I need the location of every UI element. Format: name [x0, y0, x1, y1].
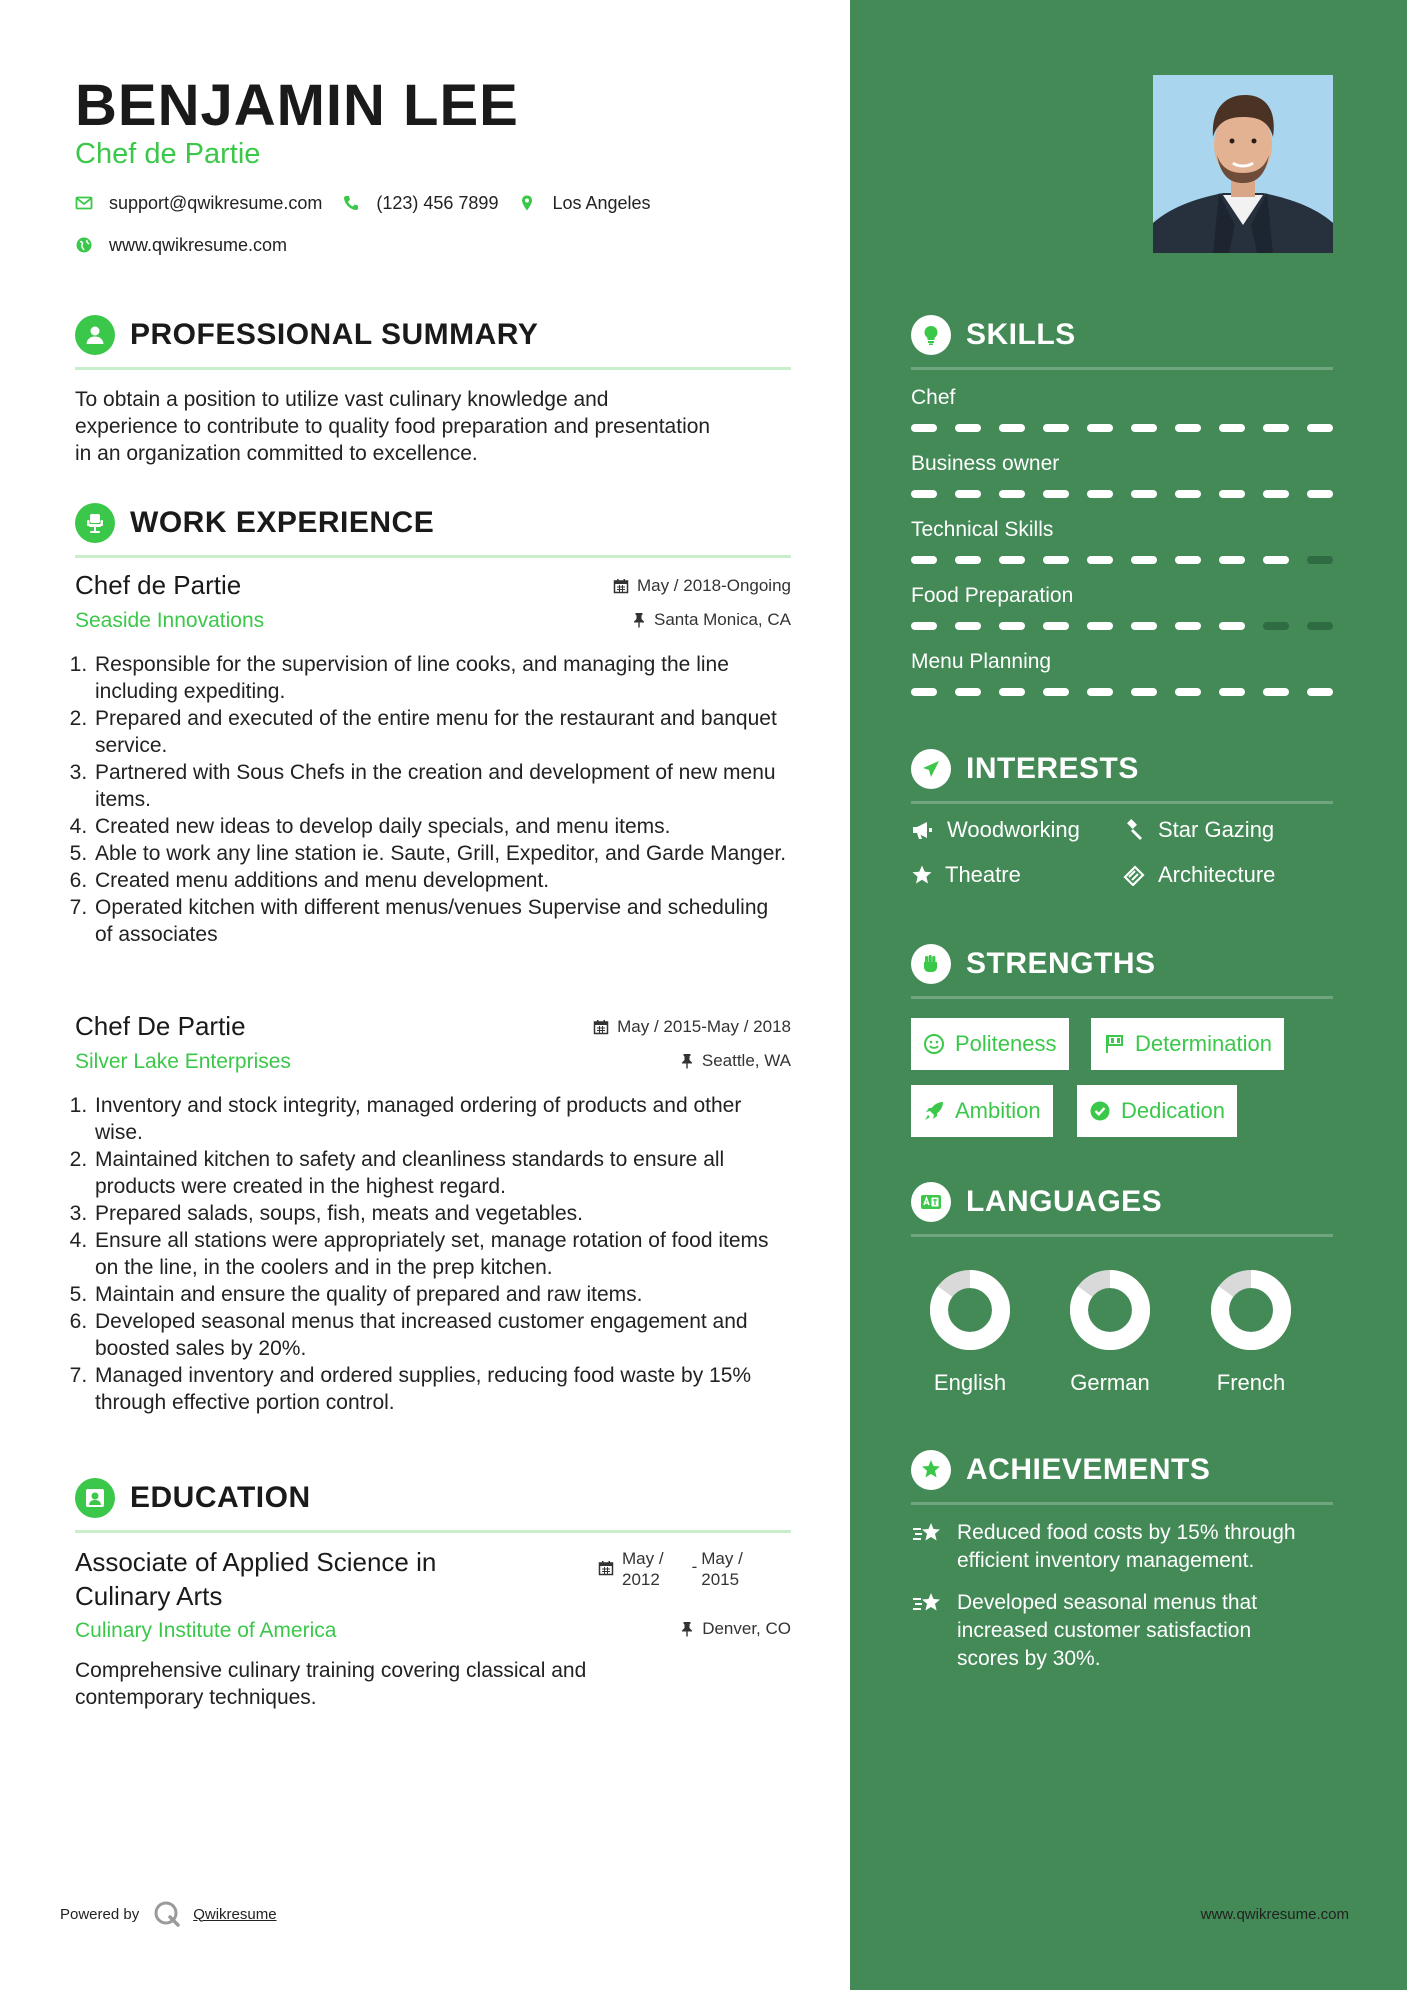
job-location: Seattle, WA — [680, 1051, 791, 1071]
envelope-icon — [75, 194, 95, 214]
skill-segment — [1263, 490, 1289, 498]
skill-segment — [1219, 424, 1245, 432]
flag-icon — [1103, 1033, 1125, 1055]
skill-segment — [999, 490, 1025, 498]
skill-segment — [955, 556, 981, 564]
skill-segment — [1087, 622, 1113, 630]
contact-phone[interactable]: (123) 456 7899 — [376, 193, 499, 213]
skill-segment — [1219, 556, 1245, 564]
achievements-heading: ACHIEVEMENTS — [911, 1450, 1333, 1505]
pushpin-icon — [680, 1053, 694, 1069]
language-donut — [1206, 1265, 1296, 1355]
job-title: Chef de Partie — [75, 570, 242, 600]
graduate-icon — [75, 1478, 115, 1518]
skill-segment — [999, 688, 1025, 696]
check-circle-icon — [1089, 1100, 1111, 1122]
phone-icon — [342, 194, 362, 214]
job-company: Silver Lake Enterprises — [75, 1050, 291, 1073]
skill-segment — [1043, 556, 1069, 564]
megaphone-icon — [911, 819, 935, 841]
skill-segment — [1175, 490, 1201, 498]
contact-email[interactable]: support@qwikresume.com — [109, 193, 323, 213]
skill-segment — [1219, 490, 1245, 498]
footer-powered-by: Powered by Qwikresume — [60, 1900, 277, 1928]
contact-location: Los Angeles — [552, 193, 651, 213]
ruler-pencil-icon — [1122, 864, 1146, 886]
footer-website[interactable]: www.qwikresume.com — [1200, 1906, 1349, 1923]
job-entry-1 — [75, 570, 791, 948]
globe-icon — [75, 236, 95, 256]
skill-segment — [911, 622, 937, 630]
skill-segment — [1043, 622, 1069, 630]
skill-segment — [1219, 688, 1245, 696]
skill-segment — [1131, 556, 1157, 564]
job-company: Seaside Innovations — [75, 609, 265, 632]
smiley-icon — [923, 1033, 945, 1055]
skill-item: Chef — [911, 386, 1333, 432]
pushpin-icon — [680, 1621, 694, 1637]
summary-text: To obtain a position to utilize vast culinary knowledge and experience to contribute to quality food preparation and presentation in an organization committed to excellence. — [75, 388, 711, 465]
interests-heading: INTERESTS — [911, 749, 1333, 804]
language-item: German — [1040, 1265, 1180, 1396]
skill-segment — [1307, 556, 1333, 564]
skill-segment — [1263, 556, 1289, 564]
strength-badge: Dedication — [1077, 1085, 1237, 1137]
skill-segment — [911, 688, 937, 696]
skill-segment — [911, 490, 937, 498]
skill-segment — [1263, 688, 1289, 696]
rocket-icon — [923, 1100, 945, 1122]
education-description: Comprehensive culinary training covering classical and contemporary techniques. — [75, 1659, 587, 1709]
shooting-star-icon — [911, 1521, 943, 1547]
job-location: Santa Monica, CA — [632, 610, 791, 630]
degree: Associate of Applied Science in Culinary Arts — [75, 1547, 437, 1611]
skill-segment — [999, 622, 1025, 630]
candidate-title: Chef de Partie — [75, 138, 261, 170]
skill-segment — [1131, 424, 1157, 432]
skill-segment — [955, 424, 981, 432]
education-date: May / 2012 - May / 2015 — [598, 1548, 743, 1590]
contact-website[interactable]: www.qwikresume.com — [109, 235, 288, 255]
skill-rating-bar — [911, 556, 1333, 564]
job-date: May / 2015-May / 2018 — [593, 1017, 791, 1037]
skill-segment — [1131, 490, 1157, 498]
languages-heading: LANGUAGES — [911, 1182, 1333, 1237]
award-star-icon — [911, 1450, 951, 1490]
skill-segment — [1307, 490, 1333, 498]
education-location: Denver, CO — [680, 1619, 791, 1639]
language-donut — [925, 1265, 1015, 1355]
skill-segment — [955, 688, 981, 696]
office-chair-icon — [75, 503, 115, 543]
skill-item: Business owner — [911, 452, 1333, 498]
calendar-icon — [593, 1019, 609, 1035]
interest-item: Woodworking — [911, 817, 1080, 843]
language-donut — [1065, 1265, 1155, 1355]
skill-item: Technical Skills — [911, 518, 1333, 564]
skill-segment — [1307, 622, 1333, 630]
translate-icon — [911, 1182, 951, 1222]
gavel-icon — [1122, 819, 1146, 841]
strengths-heading: STRENGTHS — [911, 944, 1333, 999]
achievement-item: Developed seasonal menus that increased customer satisfaction scores by 30%. — [911, 1589, 1333, 1673]
job-title: Chef De Partie — [75, 1011, 246, 1041]
skill-segment — [911, 556, 937, 564]
qwikresume-link[interactable]: Qwikresume — [193, 1905, 277, 1923]
skill-segment — [1307, 688, 1333, 696]
job-duties: 1. Inventory and stock integrity, managed ordering of products and other wise. 2. Maintained kitchen to safety and cleanliness standards to ensure all products were created in the highest regard. 3. Prepared salads, soups, fish, meats and vegetables. 4. Ensure all stations were appropriately set, manage rotation of food items on the line, in the coolers and in the prep kitchen. 5. Maintain and ensure the quality of prepared and raw items. 6. Developed seasonal menus that increased customer engagement and boosted sales by 20%. 7. Managed inventory and ordered supplies, reducing food waste by 15% through effective portion control. — [75, 1092, 791, 1416]
skill-segment — [1219, 622, 1245, 630]
skill-segment — [955, 622, 981, 630]
skill-segment — [1043, 688, 1069, 696]
skill-segment — [1175, 622, 1201, 630]
shooting-star-icon — [911, 1591, 943, 1617]
skill-segment — [999, 556, 1025, 564]
skill-rating-bar — [911, 688, 1333, 696]
education-heading: EDUCATION — [75, 1478, 791, 1533]
skill-segment — [911, 424, 937, 432]
skill-rating-bar — [911, 622, 1333, 630]
paper-plane-icon — [911, 749, 951, 789]
candidate-name: BENJAMIN LEE — [75, 73, 519, 138]
skill-segment — [1043, 490, 1069, 498]
skill-segment — [1175, 424, 1201, 432]
achievement-item: Reduced food costs by 15% through efficient inventory management. — [911, 1519, 1333, 1575]
skill-item: Menu Planning — [911, 650, 1333, 696]
qwikresume-logo-icon — [153, 1900, 181, 1928]
job-entry-2 — [75, 1011, 791, 1416]
map-pin-icon — [518, 194, 538, 214]
skill-rating-bar — [911, 424, 1333, 432]
profile-photo — [1153, 75, 1333, 253]
lightbulb-icon — [911, 315, 951, 355]
language-item: English — [900, 1265, 1040, 1396]
interest-item: Architecture — [1122, 862, 1275, 888]
pushpin-icon — [632, 612, 646, 628]
strength-badge: Ambition — [911, 1085, 1053, 1137]
skill-rating-bar — [911, 490, 1333, 498]
language-item: French — [1181, 1265, 1321, 1396]
skill-segment — [1175, 556, 1201, 564]
skill-segment — [1087, 424, 1113, 432]
skill-segment — [1087, 556, 1113, 564]
skill-segment — [1131, 688, 1157, 696]
skill-segment — [1307, 424, 1333, 432]
fist-icon — [911, 944, 951, 984]
calendar-icon — [598, 1560, 614, 1576]
summary-heading: PROFESSIONAL SUMMARY — [75, 315, 791, 370]
skill-segment — [999, 424, 1025, 432]
star-icon — [911, 864, 933, 886]
skill-item: Food Preparation — [911, 584, 1333, 630]
user-icon — [75, 315, 115, 355]
skill-segment — [1087, 490, 1113, 498]
interest-item: Star Gazing — [1122, 817, 1274, 843]
contact-row — [75, 193, 651, 214]
skill-segment — [1263, 424, 1289, 432]
job-duties: 1. Responsible for the supervision of line cooks, and managing the line including expediting. 2. Prepared and executed of the entire menu for the restaurant and banquet service. 3. Partnered with Sous Chefs in the creation and development of new menu items. 4. Created new ideas to develop daily specials, and menu items. 5. Able to work any line station ie. Saute, Grill, Expeditor, and Garde Manger. 6. Created menu additions and menu development. 7. Operated kitchen with different menus/venues Supervise and scheduling of associates — [75, 651, 791, 948]
strength-badge: Determination — [1091, 1018, 1284, 1070]
experience-heading: WORK EXPERIENCE — [75, 503, 791, 558]
school: Culinary Institute of America — [75, 1619, 337, 1642]
skill-segment — [1131, 622, 1157, 630]
skills-heading: SKILLS — [911, 315, 1333, 370]
skill-segment — [955, 490, 981, 498]
strength-badge: Politeness — [911, 1018, 1069, 1070]
skill-segment — [1043, 424, 1069, 432]
website-row — [75, 235, 287, 256]
calendar-icon — [613, 578, 629, 594]
skill-segment — [1263, 622, 1289, 630]
job-date: May / 2018-Ongoing — [613, 576, 791, 596]
skill-segment — [1175, 688, 1201, 696]
skill-segment — [1087, 688, 1113, 696]
interest-item: Theatre — [911, 862, 1021, 888]
